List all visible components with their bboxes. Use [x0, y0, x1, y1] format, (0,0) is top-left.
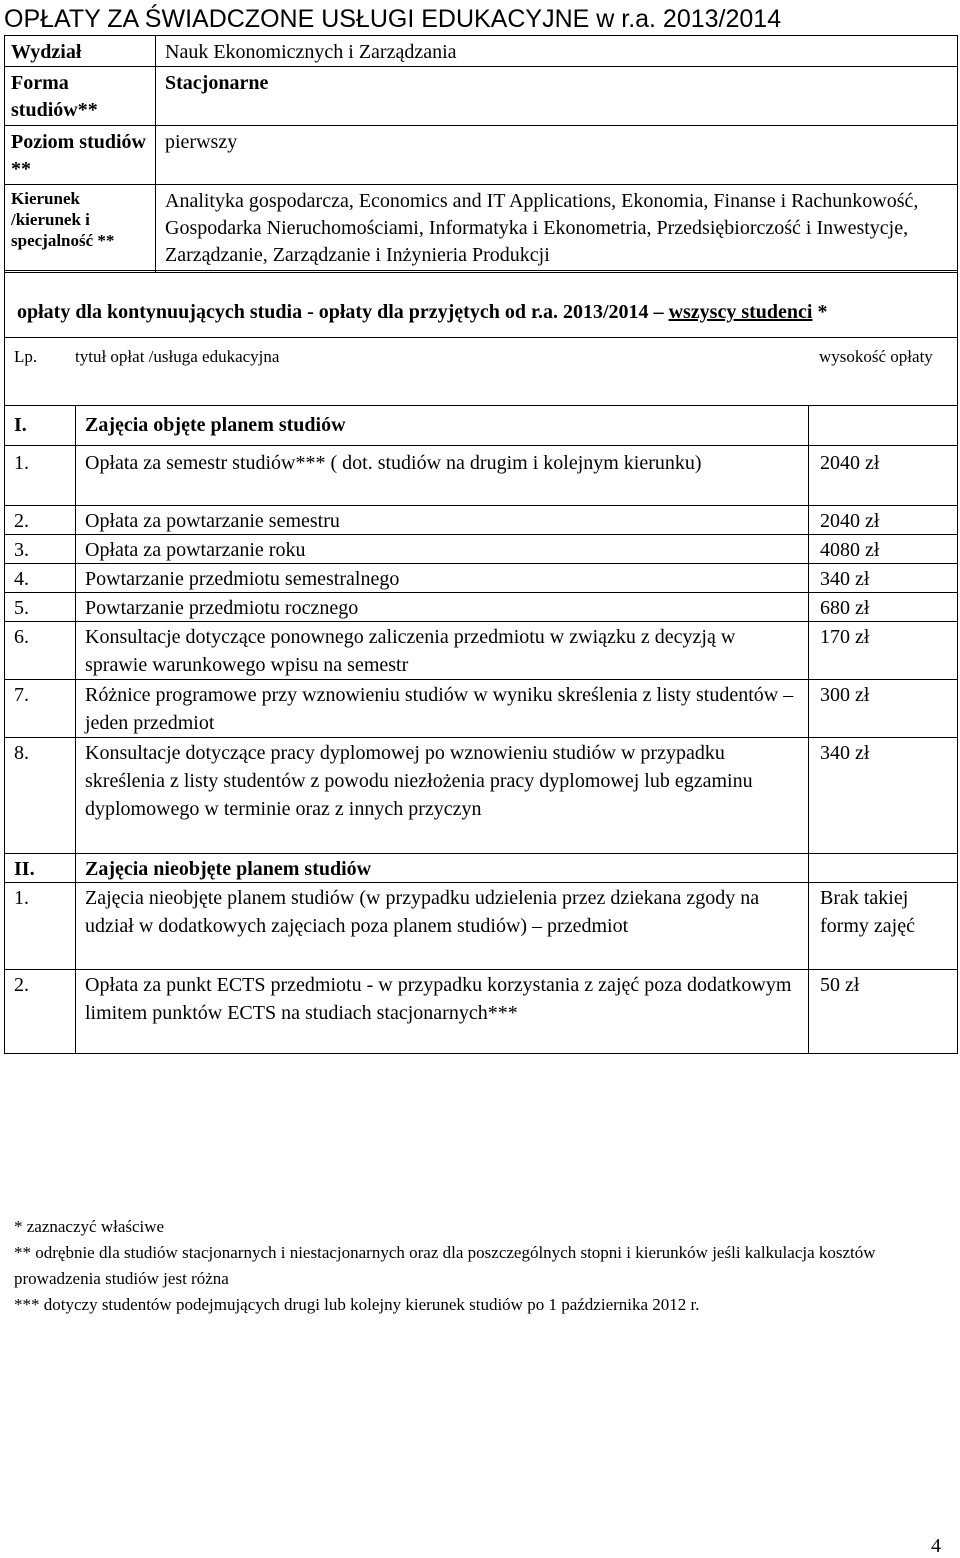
poziom-label: Poziom studiów **: [5, 126, 156, 185]
row-title: Opłata za powtarzanie semestru: [85, 510, 340, 532]
row-amount: Brak takiej formy zajęć: [820, 887, 915, 937]
subheader-dash: –: [648, 301, 669, 323]
row-title: Różnice programowe przy wznowieniu studiów w wyniku skreślenia z listy studentów – jeden przedmiot: [85, 684, 794, 734]
wydzial-value: Nauk Ekonomicznych i Zarządzania: [156, 36, 958, 67]
info-row-wydzial: [5, 36, 958, 67]
row-title: Konsultacje dotyczące pracy dyplomowej po wznowieniu studiów w przypadku skreślenia z listy studentów z powodu niezłożenia pracy dyplomowej lub egzaminu dyplomowego w terminie oraz z innych przyczyn: [85, 742, 753, 820]
row-title: Konsultacje dotyczące ponownego zaliczenia przedmiotu w związku z decyzją w sprawie warunkowego wpisu na semestr: [85, 626, 736, 676]
forma-value: Stacjonarne: [156, 67, 958, 126]
wydzial-label: Wydział: [5, 36, 156, 67]
row-title: Powtarzanie przedmiotu semestralnego: [85, 568, 400, 590]
fees-table: [4, 270, 958, 1054]
row-num: 2.: [14, 974, 29, 996]
footnote-2: ** odrębnie dla studiów stacjonarnych i niestacjonarnych oraz dla poszczególnych stopni i kierunków jeśli kalkulacja kosztów prowadzenia studiów jest różna: [14, 1243, 876, 1288]
kierunek-label: Kierunek /kierunek i specjalność **: [5, 185, 156, 273]
row-amount: 340 zł: [820, 568, 870, 590]
section-i-num: I.: [14, 414, 27, 436]
row-num: 7.: [14, 684, 29, 706]
row-num: 2.: [14, 510, 29, 532]
row-num: 3.: [14, 539, 29, 561]
section-ii-label: Zajęcia nieobjęte planem studiów: [85, 858, 372, 880]
info-table: [4, 35, 958, 273]
row-num: 6.: [14, 626, 29, 648]
section-ii-num: II.: [14, 858, 35, 880]
section-i-label: Zajęcia objęte planem studiów: [85, 414, 346, 436]
row-amount: 170 zł: [820, 626, 870, 648]
row-amount: 340 zł: [820, 742, 870, 764]
row-title: Opłata za punkt ECTS przedmiotu - w przypadku korzystania z zajęć poza dodatkowym limitem punktów ECTS na studiach stacjonarnych***: [85, 974, 792, 1024]
row-amount: 4080 zł: [820, 539, 880, 561]
info-row-kierunek: [5, 185, 958, 273]
row-amount: 2040 zł: [820, 452, 880, 474]
subheader-prefix: opłaty dla kontynuujących studia - opłaty dla przyjętych od r.a. 2013/2014: [17, 301, 649, 323]
forma-label: Forma studiów**: [5, 67, 156, 126]
poziom-value: pierwszy: [156, 126, 958, 185]
row-title: Opłata za semestr studiów*** ( dot. studiów na drugim i kolejnym kierunku): [85, 452, 702, 474]
row-num: 4.: [14, 568, 29, 590]
row-amount: 300 zł: [820, 684, 870, 706]
subheader-star: *: [812, 301, 828, 323]
row-title: Zajęcia nieobjęte planem studiów (w przypadku udzielenia przez dziekana zgody na udział w dodatkowych zajęciach poza planem studiów) – przedmiot: [85, 887, 760, 937]
row-title: Powtarzanie przedmiotu rocznego: [85, 597, 359, 619]
info-row-poziom: [5, 126, 958, 185]
row-num: 5.: [14, 597, 29, 619]
subheader-underlined: wszyscy studenci: [668, 301, 813, 323]
footnotes: [14, 1214, 960, 1318]
footnote-1: * zaznaczyć właściwe: [14, 1217, 165, 1236]
info-row-forma: [5, 67, 958, 126]
col-header-title: tytuł opłat /usługa edukacyjna: [75, 347, 280, 366]
col-header-lp: Lp.: [14, 347, 38, 366]
kierunek-value: Analityka gospodarcza, Economics and IT Applications, Ekonomia, Finanse i Rachunkowość, Gospodarka Nieruchomościami, Informatyka i Ekonometria, Przedsiębiorczość i Inwestycje, Zarządzanie, Zarządzanie i Inżynieria Produkcji: [156, 185, 958, 273]
row-amount: 680 zł: [820, 597, 870, 619]
row-amount: 2040 zł: [820, 510, 880, 532]
row-amount: 50 zł: [820, 974, 860, 996]
page-title: OPŁATY ZA ŚWIADCZONE USŁUGI EDUKACYJNE w r.a. 2013/2014: [4, 5, 782, 33]
row-num: 1.: [14, 887, 29, 909]
fees-subheader: [17, 301, 827, 324]
footnote-3: *** dotyczy studentów podejmujących drugi lub kolejny kierunek studiów po 1 października 2012 r.: [14, 1295, 700, 1314]
page-number: 4: [931, 1535, 941, 1557]
row-num: 8.: [14, 742, 29, 764]
col-header-amount: wysokość opłaty: [819, 347, 933, 366]
row-title: Opłata za powtarzanie roku: [85, 539, 306, 561]
row-num: 1.: [14, 452, 29, 474]
